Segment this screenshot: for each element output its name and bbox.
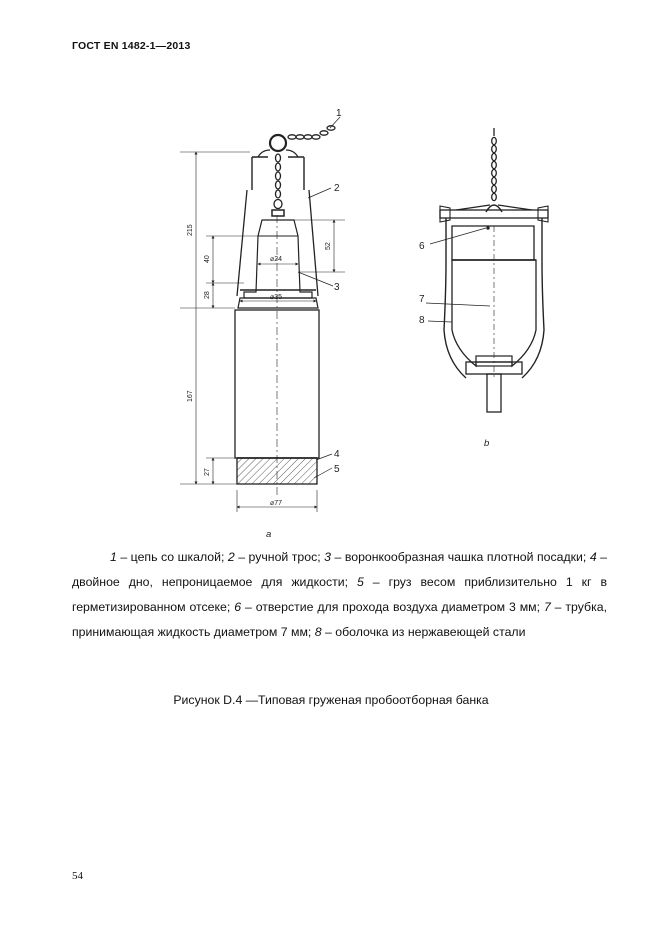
vertical-chain xyxy=(274,154,282,209)
callout-8: 8 xyxy=(419,315,425,326)
dim-52: 52 xyxy=(325,242,332,250)
view-a-label: a xyxy=(266,529,272,540)
view-b-chain xyxy=(492,128,497,201)
dim-dia24: ⌀24 xyxy=(270,256,283,263)
callout-6: 6 xyxy=(419,241,425,252)
legend-item: 7 – трубка, принимающая жидкость диаметром 7 мм; xyxy=(72,600,607,639)
callout-2: 2 xyxy=(334,183,340,194)
view-b-labels xyxy=(419,241,489,449)
callout-4: 4 xyxy=(334,449,340,460)
legend-item: 8 – оболочка из нержавеющей стали xyxy=(314,625,526,639)
view-a-drawing xyxy=(180,117,345,512)
view-b-drawing xyxy=(426,128,548,412)
dim-27: 27 xyxy=(204,468,211,476)
document-header: ГОСТ EN 1482-1—2013 xyxy=(72,40,191,52)
figure-title: Рисунок D.4 —Типовая груженая пробоотборная банка xyxy=(173,693,489,707)
dim-28: 28 xyxy=(204,291,211,299)
figure-legend xyxy=(72,545,607,645)
dim-dia77: ⌀77 xyxy=(270,500,283,507)
dim-total-height: 215 xyxy=(187,224,194,236)
legend-item: 2 – ручной трос; xyxy=(227,550,325,564)
callout-1: 1 xyxy=(336,108,342,119)
page-number: 54 xyxy=(72,870,83,882)
legend-item: 5 – груз весом приблизительно 1 кг в герметизированном отсеке; xyxy=(72,575,607,614)
legend-paragraph xyxy=(72,545,607,645)
ring-icon xyxy=(270,135,286,151)
callout-7: 7 xyxy=(419,294,425,305)
legend-item: 3 – воронкообразная чашка плотной посадки; xyxy=(324,550,590,564)
chain-links xyxy=(288,126,335,139)
dim-167: 167 xyxy=(187,390,194,402)
legend-item: 4 – двойное дно, непроницаемое для жидкости; xyxy=(72,550,608,589)
legend-item: 1 – цепь со шкалой; xyxy=(110,550,228,564)
callout-5: 5 xyxy=(334,464,340,475)
legend-item: 6 – отверстие для прохода воздуха диаметром 3 мм; xyxy=(234,600,544,614)
dim-dia35: ⌀35 xyxy=(270,294,283,301)
view-b-label: b xyxy=(484,438,490,449)
callout-3: 3 xyxy=(334,282,340,293)
dim-40: 40 xyxy=(204,255,211,263)
